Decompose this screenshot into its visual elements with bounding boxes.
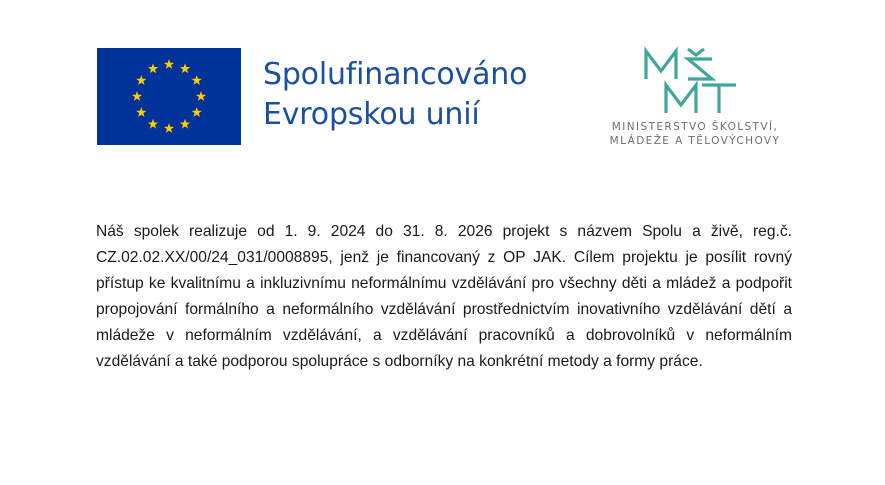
- eu-cofunding-label: [263, 55, 527, 135]
- eu-star-icon: [148, 119, 158, 129]
- eu-star-icon: [192, 107, 202, 117]
- eu-star-icon: [136, 107, 146, 117]
- eu-star-icon: [180, 119, 190, 129]
- eu-star-icon: [164, 59, 174, 69]
- eu-star-icon: [136, 75, 146, 85]
- eu-star-icon: [164, 123, 174, 133]
- eu-star-icon: [192, 75, 202, 85]
- msmt-caption: [580, 120, 810, 148]
- project-description: Náš spolek realizuje od 1. 9. 2024 do 31. 8. 2026 projekt s názvem Spolu a živě, reg.č. CZ.02.02.XX/00/24_031/0008895, jenž je financovaný z OP JAK. Cílem projektu je posílit rovný přístup ke kvalitnímu a inkluzivnímu neformálnímu vzdělávání pro všechny děti a mládež a podpořit propojování formálního a neformálního vzdělávání prostřednictvím inovativního vzdělávání dětí a mládeže v neformálním vzdělávání, a vzdělávání pracovníků a dobrovolníků v neformálním vzdělávání a také podporou spolupráce s odborníky na konkrétní metody a formy práce.: [96, 223, 792, 370]
- eu-cofunding-line1: Spolufinancováno: [263, 57, 528, 92]
- eu-cofunding-line2: Evropskou unií: [263, 97, 480, 132]
- msmt-caption-line1: MINISTERSTVO ŠKOLSTVÍ,: [611, 121, 779, 133]
- eu-flag-icon: [97, 48, 241, 145]
- eu-star-icon: [196, 91, 206, 101]
- msmt-logo-icon: [640, 45, 750, 117]
- eu-star-icon: [132, 91, 142, 101]
- eu-star-icon: [180, 63, 190, 73]
- eu-star-icon: [148, 63, 158, 73]
- msmt-caption-line2: MLÁDEŽE A TĚLOVÝCHOVY: [609, 135, 781, 147]
